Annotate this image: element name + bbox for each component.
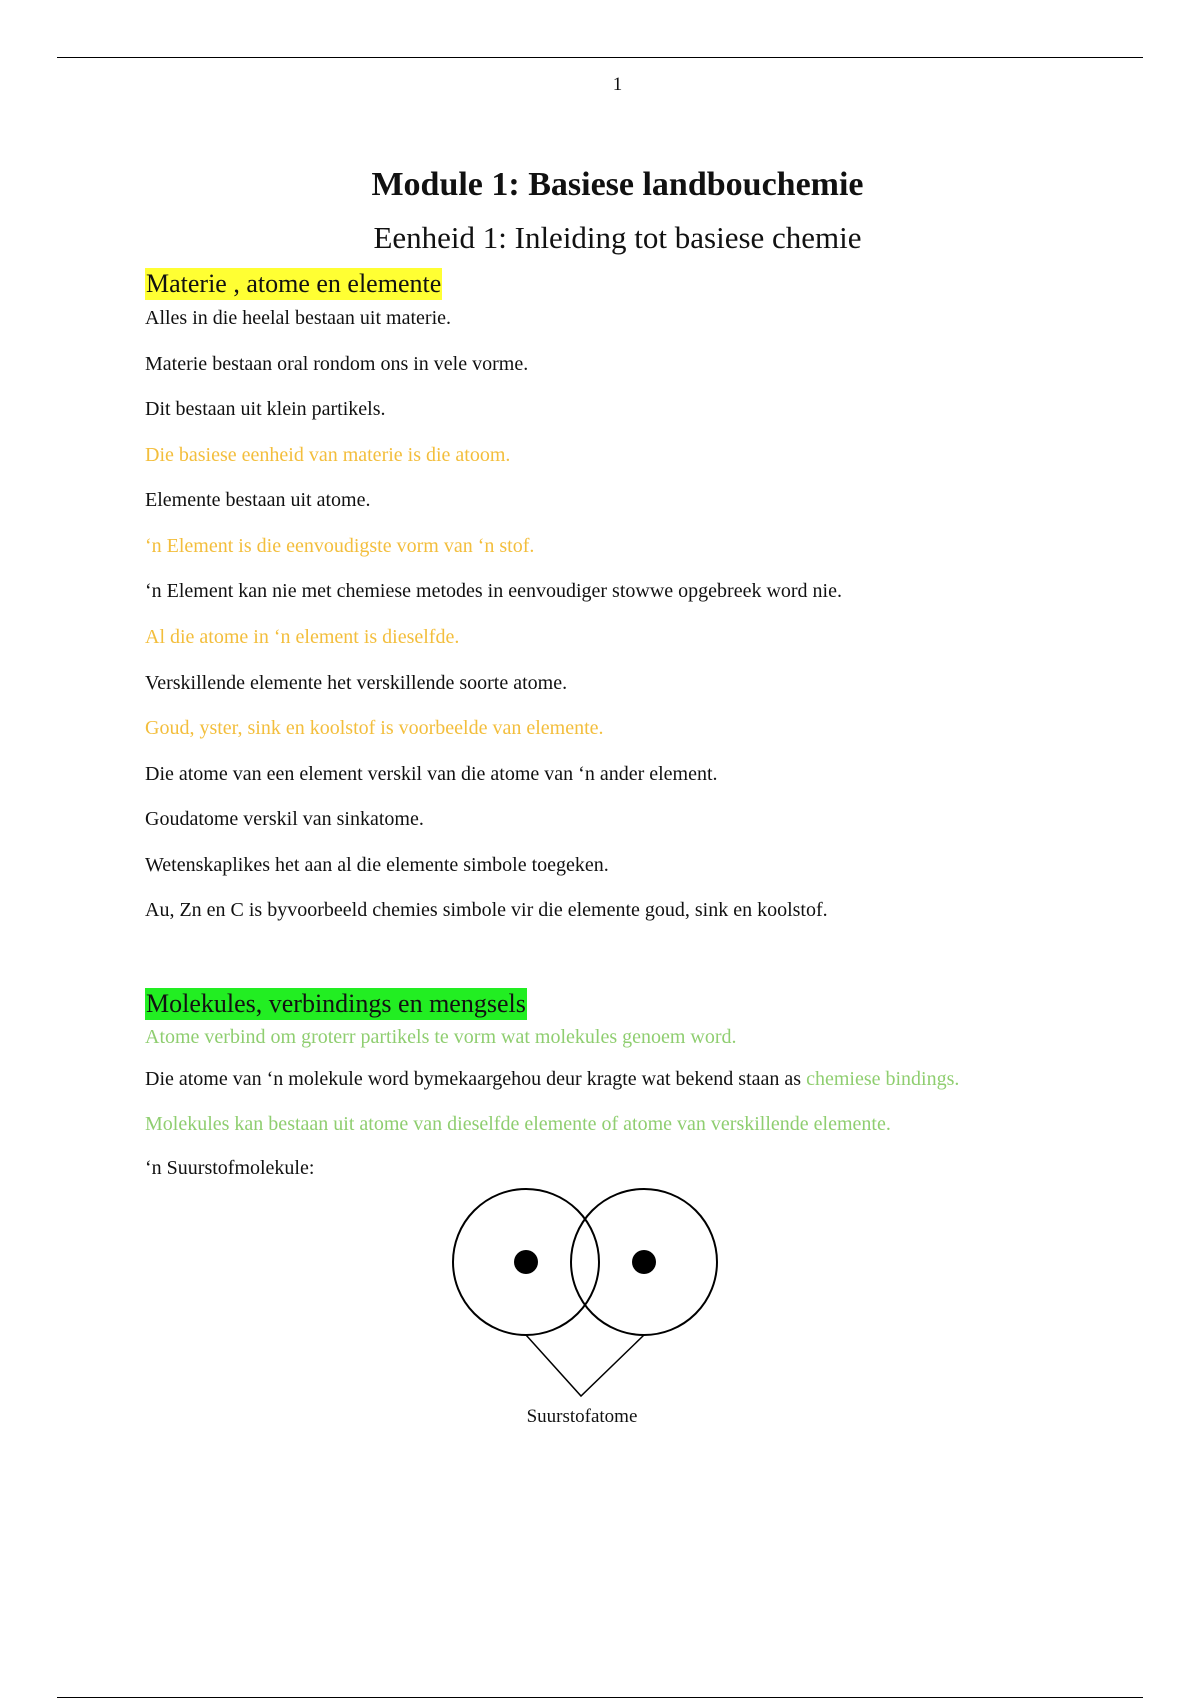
paragraph-line: Elemente bestaan uit atome.: [145, 489, 371, 511]
paragraph-line: Die atome van een element verskil van die atome van ‘n ander element.: [145, 763, 718, 785]
paragraph-line: Alles in die heelal bestaan uit materie.: [145, 307, 451, 329]
section-heading-materie: Materie , atome en elemente: [146, 269, 442, 298]
paragraph-line: Materie bestaan oral rondom ons in vele vorme.: [145, 353, 529, 375]
diagram-label: Suurstofatome: [526, 1406, 638, 1427]
paragraph-line: Dit bestaan uit klein partikels.: [145, 398, 386, 420]
page-subtitle: Eenheid 1: Inleiding tot basiese chemie: [373, 220, 862, 255]
section-heading-molekules: Molekules, verbindings en mengsels: [146, 989, 526, 1018]
paragraph-line: ‘n Element kan nie met chemiese metodes in eenvoudiger stowwe opgebreek word nie.: [145, 580, 842, 602]
label-pointer-lines: [526, 1335, 644, 1396]
paragraph-line-highlighted: Al die atome in ‘n element is dieselfde.: [145, 626, 460, 648]
paragraph-line-highlighted: Atome verbind om groterr partikels te vorm wat molekules genoem word.: [145, 1026, 737, 1048]
paragraph-line: Goudatome verskil van sinkatome.: [145, 808, 424, 830]
paragraph-line: Wetenskaplikes het aan al die elemente simbole toegeken.: [145, 854, 609, 876]
paragraph-text: Die atome van ‘n molekule word bymekaargehou deur kragte wat bekend staan as: [145, 1068, 807, 1090]
page-title: Module 1: Basiese landbouchemie: [371, 166, 864, 203]
nucleus-right: [632, 1250, 656, 1274]
bottom-rule: [57, 1697, 1143, 1698]
top-rule: [57, 57, 1143, 58]
oxygen-molecule-diagram: [440, 1180, 740, 1405]
paragraph-line-highlighted: ‘n Element is die eenvoudigste vorm van ‘n stof.: [145, 535, 535, 557]
paragraph-line-mixed: [145, 1067, 959, 1091]
nucleus-left: [514, 1250, 538, 1274]
highlighted-term: chemiese bindings.: [806, 1068, 960, 1090]
paragraph-line-highlighted: Die basiese eenheid van materie is die atoom.: [145, 444, 511, 466]
paragraph-line-highlighted: Goud, yster, sink en koolstof is voorbeelde van elemente.: [145, 717, 604, 739]
page-number: 1: [612, 74, 623, 95]
paragraph-line: ‘n Suurstofmolekule:: [145, 1157, 315, 1179]
paragraph-line: Verskillende elemente het verskillende soorte atome.: [145, 672, 568, 694]
paragraph-line: Au, Zn en C is byvoorbeeld chemies simbole vir die elemente goud, sink en koolstof.: [145, 899, 828, 921]
paragraph-line-highlighted: Molekules kan bestaan uit atome van dieselfde elemente of atome van verskillende elemente.: [145, 1113, 891, 1135]
